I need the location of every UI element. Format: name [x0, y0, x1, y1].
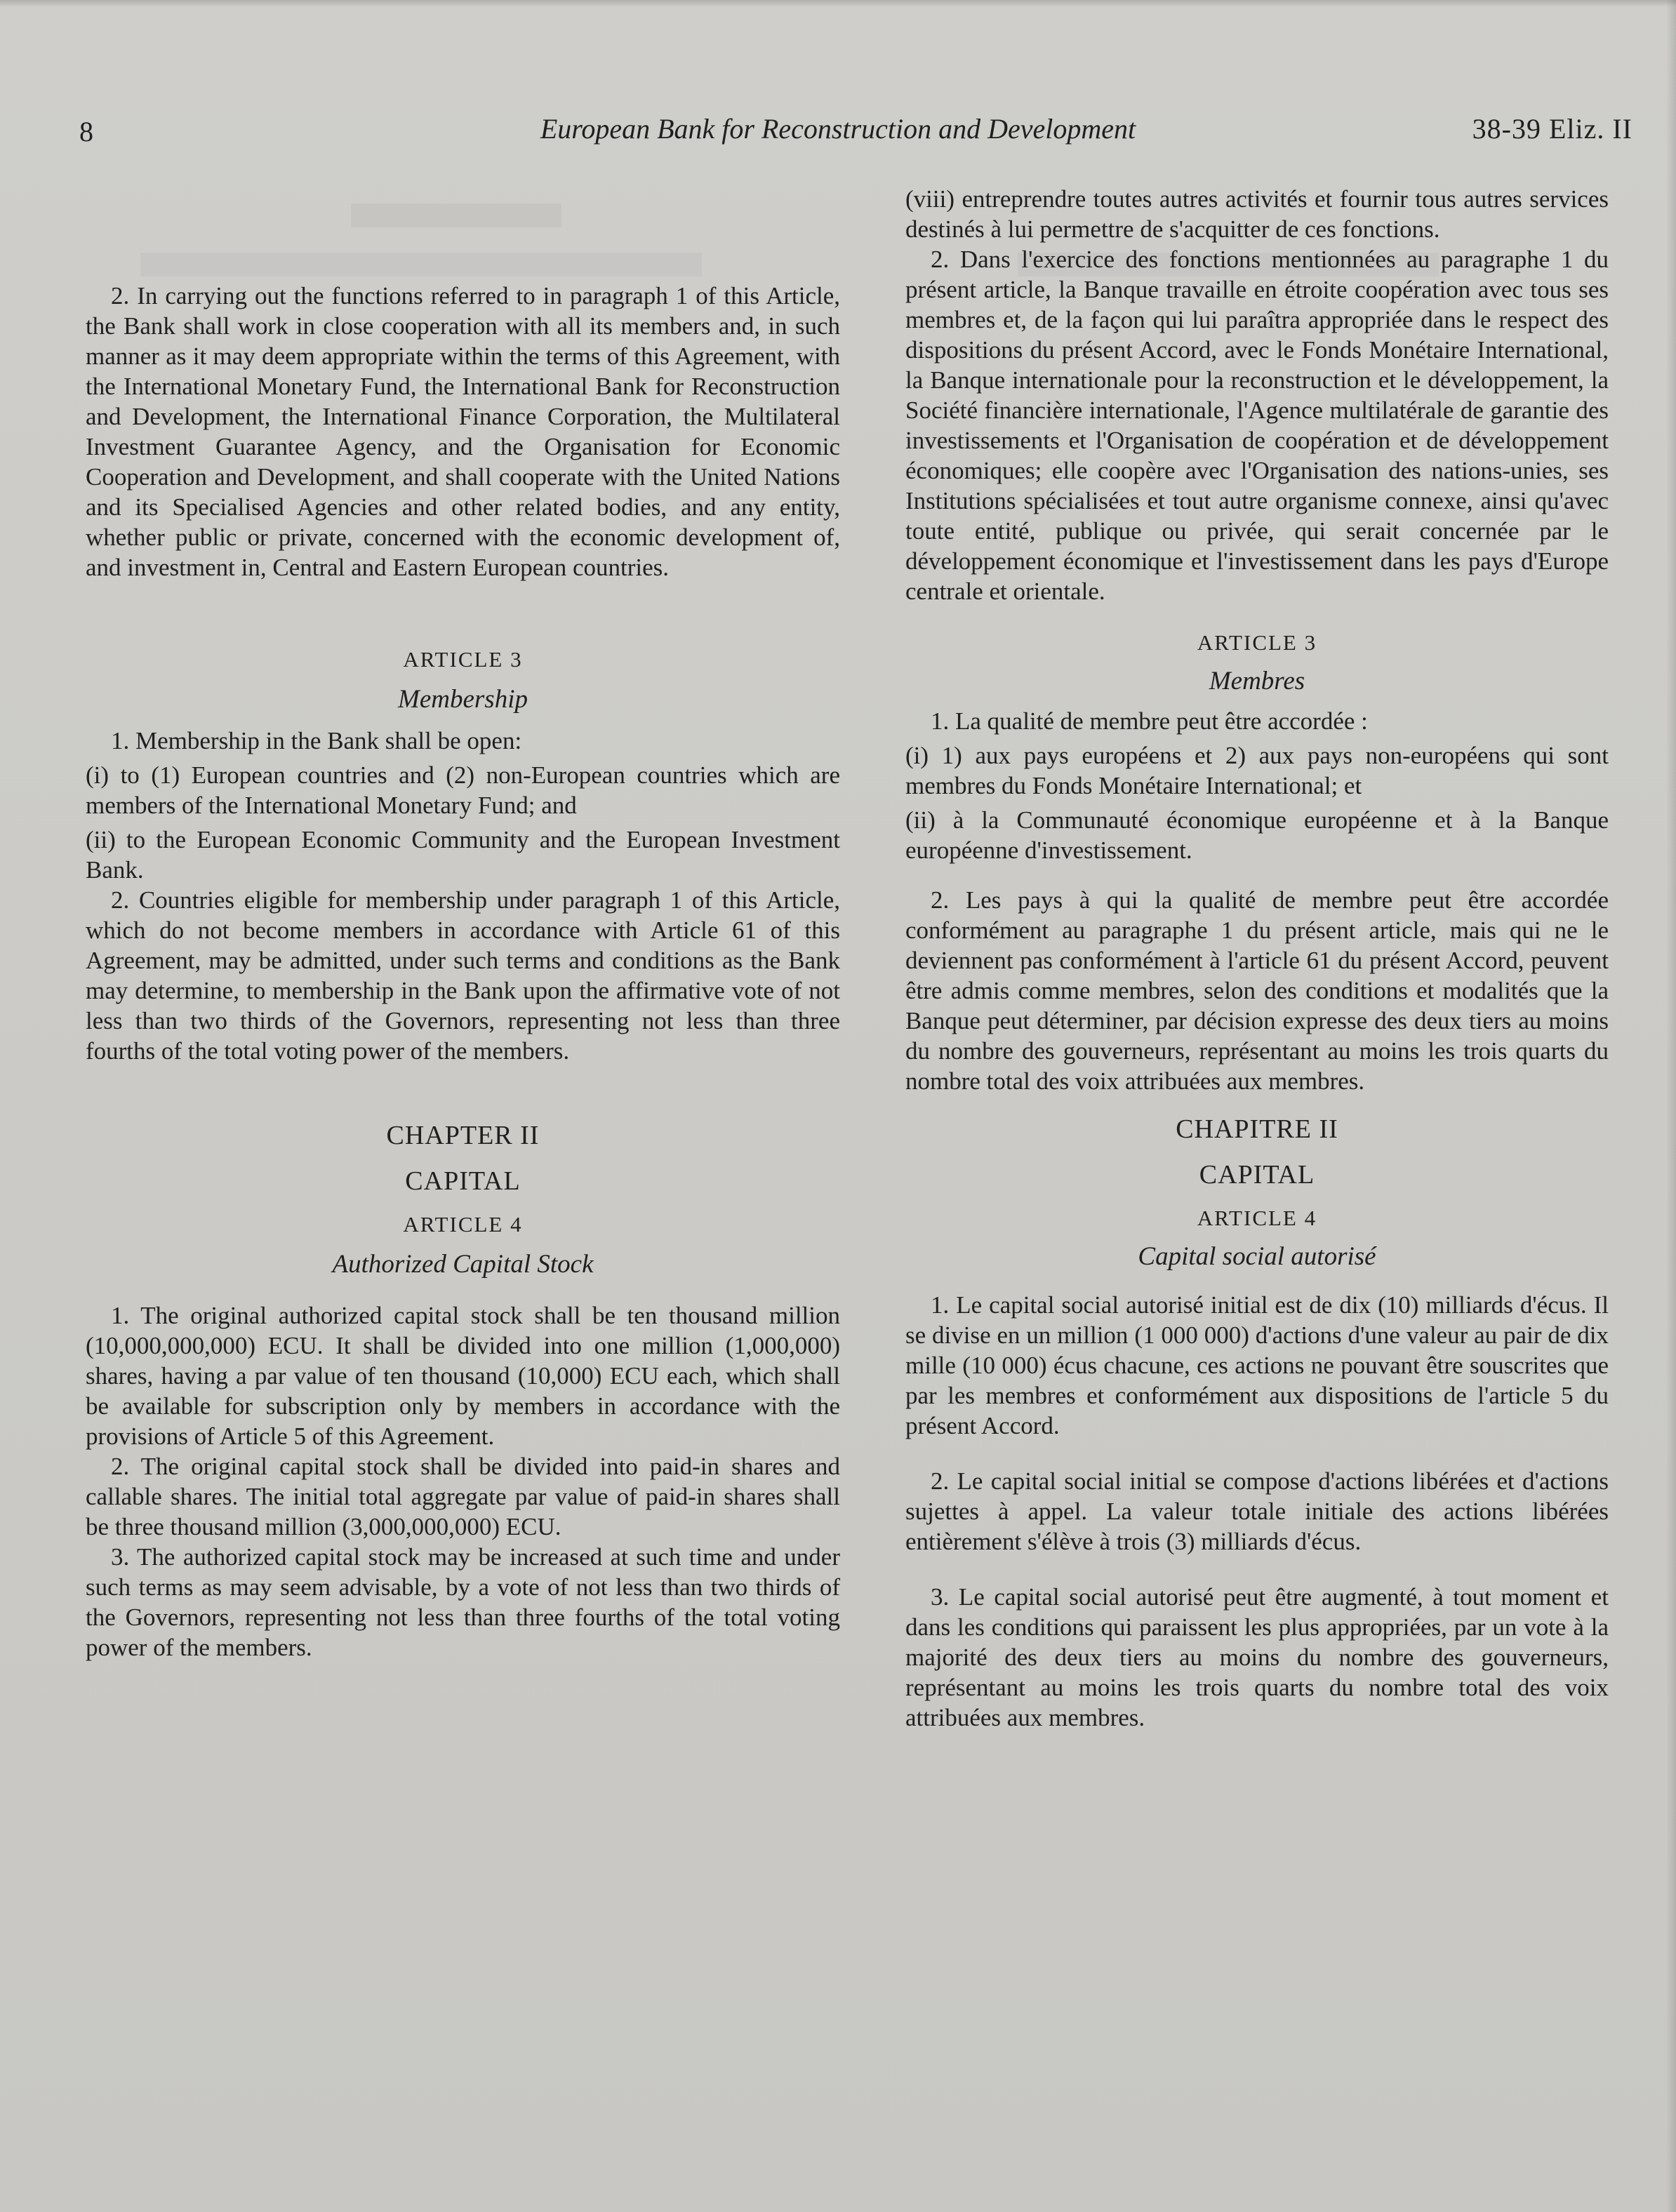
article3-paragraph2: 2. Countries eligible for membership under paragraph 1 of this Article, which do not become members in accordance with Article 61 of this Agreement, may be admitted, under such terms and conditions as the Bank may determine, to membership in the Bank upon the affirmative vote of not less than two thirds of the Governors, representing not less than three fourths of the total voting power of the members.: [86, 886, 840, 1065]
page-number: 8: [79, 116, 93, 147]
english-column: [86, 281, 840, 1663]
chapter-title: CAPITAL: [405, 1166, 521, 1196]
article3-title-fr: Membres: [1209, 667, 1305, 695]
running-header: [0, 112, 1676, 154]
article4-paragraph2: 2. The original capital stock shall be divided into paid-in shares and callable shares. The initial total aggregate par value of paid-in shares shall be three thousand million (3,000,000,000) ECU.: [86, 1453, 840, 1540]
french-column: [905, 184, 1609, 1733]
bleed-through-shadow: [140, 253, 702, 276]
article3-title: Membership: [398, 685, 528, 714]
chapter-title-fr: CAPITAL: [1199, 1160, 1315, 1190]
article3-paragraph2-fr: 2. Les pays à qui la qualité de membre peut être accordée conformément au paragraphe 1 du présent article, mais qui ne le deviennent pas conformément à l'article 61 du présent Accord, peuvent être admis comme membres, selon des conditions et modalités que la Banque peut déterminer, par décision expresse des deux tiers au moins du nombre des gouverneurs, représentant au moins les trois quarts du nombre total des voix attribuées aux membres.: [905, 886, 1609, 1095]
article4-title: Authorized Capital Stock: [332, 1250, 594, 1279]
article3-item-i: (i) to (1) European countries and (2) non-European countries which are members of the International Monetary Fund; and: [86, 761, 840, 819]
article4-paragraph1-fr: 1. Le capital social autorisé initial est de dix (10) milliards d'écus. Il se divise en un million (1 000 000) d'actions d'une valeur au pair de dix mille (10 000) écus chacune, ces actions ne pouvant être souscrites que par les membres et conformément aux dispositions de l'article 5 du présent Accord.: [905, 1291, 1609, 1439]
article4-label-fr: ARTICLE 4: [1197, 1206, 1317, 1230]
bleed-through-shadow: [351, 204, 561, 227]
chapter-label: CHAPTER II: [386, 1121, 540, 1150]
chapter-label-fr: CHAPITRE II: [1176, 1114, 1338, 1144]
article3-item-i-fr: (i) 1) aux pays européens et 2) aux pays non-européens qui sont membres du Fonds Monétaire International; et: [905, 742, 1609, 799]
article4-title-fr: Capital social autorisé: [1138, 1242, 1376, 1271]
regnal-year: 38-39 Eliz. II: [1472, 113, 1632, 145]
article2-paragraph2-fr: 2. Dans l'exercice des fonctions mentionnées au paragraphe 1 du présent article, la Banque travaille en étroite coopération avec tous ses membres et, de la façon qui lui paraîtra appropriée dans le respect des dispositions du présent Accord, avec le Fonds Monétaire International, la Banque internationale pour la reconstruction et le développement, la Société financière internationale, l'Agence multilatérale de garantie des investissements et l'Organisation de coopération et de développement économiques; elle coopère avec l'Organisation des nations-unies, ses Institutions spécialisées et tout autre organisme connexe, ainsi qu'avec toute entité, publique ou privée, qui serait concernée par le développement économique et l'investissement dans les pays d'Europe centrale et orientale.: [905, 246, 1609, 605]
article4-paragraph2-fr: 2. Le capital social initial se compose d'actions libérées et d'actions sujettes à appel. La valeur totale initiale des actions libérées entièrement s'élève à trois (3) milliards d'écus.: [905, 1467, 1609, 1555]
article3-paragraph1: 1. Membership in the Bank shall be open:: [111, 727, 522, 754]
article3-item-ii: (ii) to the European Economic Community and the European Investment Bank.: [86, 826, 840, 884]
running-title: European Bank for Reconstruction and Development: [540, 113, 1136, 145]
article4-paragraph3-fr: 3. Le capital social autorisé peut être augmenté, à tout moment et dans les conditions qui paraissent les plus appropriées, par un vote à la majorité des deux tiers au moins du nombre des gouverneurs, représentant au moins les trois quarts du nombre total des voix attribuées aux membres.: [905, 1583, 1609, 1731]
article3-label-fr: ARTICLE 3: [1197, 630, 1317, 655]
article4-paragraph1: 1. The original authorized capital stock shall be ten thousand million (10,000,000,000) ECU. It shall be divided into one million (1,000,000) shares, having a par value of ten thousand (10,000) ECU each, which shall be available for subscription only by members in accordance with the provisions of Article 5 of this Agreement.: [86, 1302, 840, 1450]
page-top-shadow: [0, 0, 1676, 7]
article3-item-ii-fr: (ii) à la Communauté économique européenne et à la Banque européenne d'investissement.: [905, 806, 1609, 864]
article2-item-viii: (viii) entreprendre toutes autres activités et fournir tous autres services destinés à lui permettre de s'acquitter de ces fonctions.: [905, 185, 1609, 243]
article4-label: ARTICLE 4: [403, 1212, 523, 1237]
article4-paragraph3: 3. The authorized capital stock may be increased at such time and under such terms as may seem advisable, by a vote of not less than two thirds of the Governors, representing not less than three fourths of the total voting power of the members.: [86, 1543, 840, 1661]
article2-paragraph2: 2. In carrying out the functions referred to in paragraph 1 of this Article, the Bank shall work in close cooperation with all its members and, in such manner as it may deem appropriate within the terms of this Agreement, with the International Monetary Fund, the International Bank for Reconstruction and Development, the International Finance Corporation, the Multilateral Investment Guarantee Agency, and the Organisation for Economic Cooperation and Development, and shall cooperate with the United Nations and its Specialised Agencies and other related bodies, and any entity, whether public or private, concerned with the economic development of, and investment in, Central and Eastern European countries.: [86, 282, 840, 581]
article3-paragraph1-fr: 1. La qualité de membre peut être accordée :: [931, 707, 1368, 735]
page-edge-shadow: [1666, 0, 1676, 2212]
article3-label: ARTICLE 3: [403, 647, 523, 672]
